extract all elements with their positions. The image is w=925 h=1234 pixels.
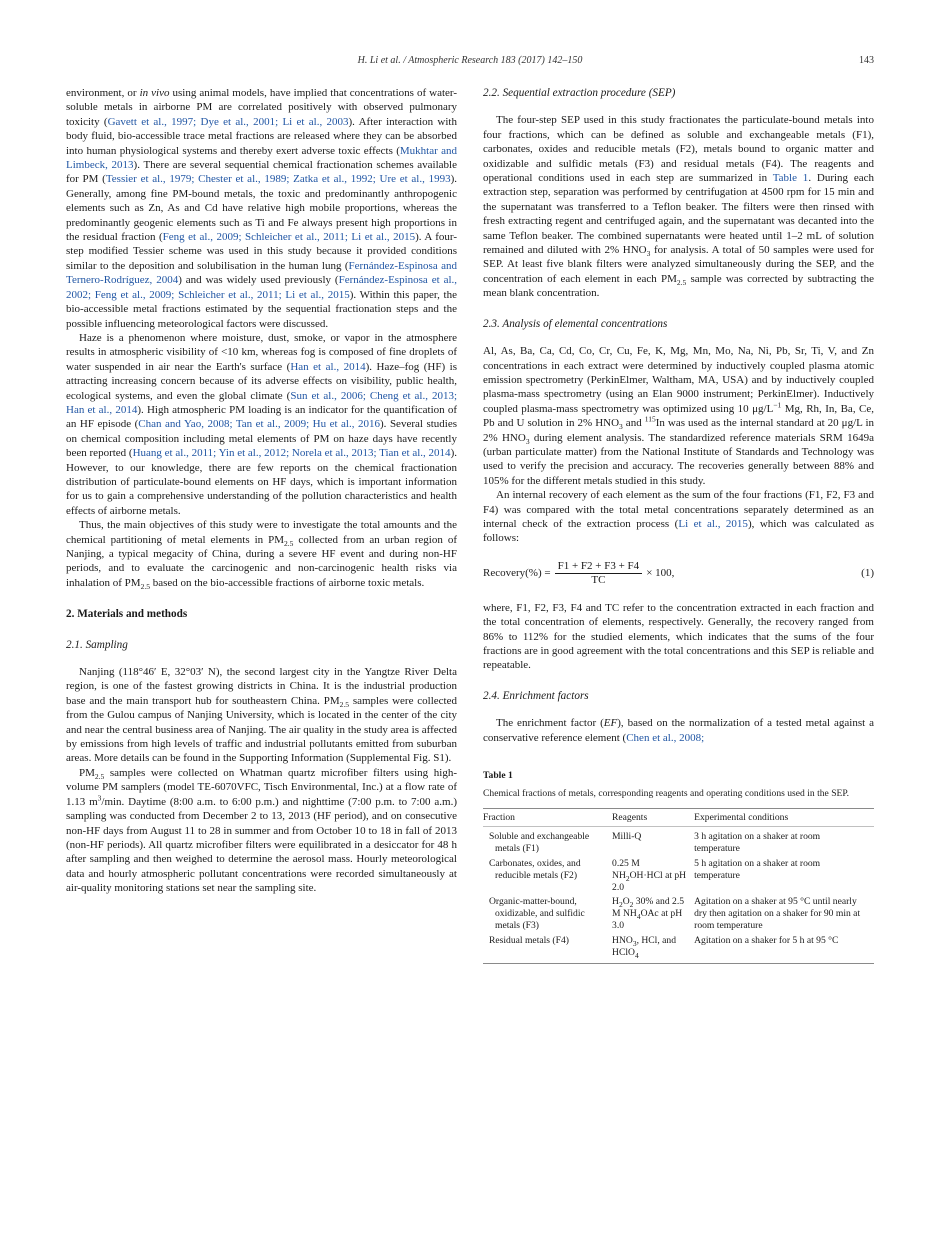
paragraph: An internal recovery of each element as the sum of the four fractions (F1, F2, F3 and F4) was compared with the total metal concentrations separately determined as an internal check of the extraction process (Li et al., 2015), which was calculated as follows:: [483, 489, 874, 545]
equation-lhs: Recovery(%) =: [483, 567, 551, 580]
citation-link[interactable]: Chen et al., 2008;: [626, 731, 705, 744]
subsection-heading: 2.4. Enrichment factors: [483, 689, 589, 702]
table-header-row: [483, 808, 874, 827]
paragraph: Haze is a phenomenon where moisture, dust, smoke, or vapor in the atmosphere results in atmospheric visibility of <10 km, whereas fog is composed of fine droplets of water suspended in air near the Earth's surface (Han et al., 2014). Haze–fog (HF) is attracting increasing concern because of its adverse effects on visibility, public health, ecological systems, and even the global climate (Sun et al., 2006; Cheng et al., 2013; Han et al., 2014). High atmospheric PM loading is an indicator for the quantification of an HF episode (Chan and Yao, 2008; Tan et al., 2009; Hu et al., 2016). Several studies on chemical composition including metal elements of PM on haze days have recently been reported (Huang et al., 2011; Yin et al., 2012; Norela et al., 2013; Tian et al., 2014). However, to our knowledge, there are few reports on the chemical fractionation distribution of particulate-bound elements on HF days, which is important information for us to gain a comprehensive understanding of the pollution characteristics and health effects of airborne metals.: [66, 331, 458, 517]
table-header-cell: Fraction: [483, 808, 612, 827]
table-cell: Agitation on a shaker for 5 h at 95 °C: [694, 934, 839, 946]
left-column: [66, 86, 457, 964]
table-cell: 5 h agitation on a shaker at room temperature: [694, 858, 821, 881]
paragraph: $PM_{2.5}$ samples were collected on Whatman quartz microfiber filters using high-volume PM samplers (model TE-6070VFC, Tisch Environmental, Inc.) at a flow rate of 1.13 $m^3/\min$. Daytime (8:00 a.m. to 6:00 p.m.) and nighttime (7:00 p.m. to 7:00 a.m.) sampling was conducted from December 2 to 13, 2013 (HF period), and on consecutive non-HF days from August 11 to 28 in summer and from October 10 to 18 in fall of 2013 (non-HF periods). All quartz microfiber filters were equilibrated in a desiccator for 48 h after sampling and then weighed to determine the aerosol mass. Hourly meteorological data and hourly atmospheric pollutant concentrations were recorded simultaneously at air-quality monitoring stations set near the sampling site.: [66, 766, 457, 895]
table-row: [483, 827, 874, 857]
citation-link[interactable]: Gavett et al., 1997; Dye et al., 2001; Li et al., 2003: [107, 115, 349, 128]
fraction-numerator: F1 + F2 + F3 + F4: [555, 560, 643, 574]
subsection-heading: 2.2. Sequential extraction procedure (SEP): [483, 87, 676, 99]
subscript: 2.5: [140, 582, 150, 591]
subscript: 2: [618, 900, 623, 910]
table-row: [483, 895, 874, 933]
subscript: 3: [646, 249, 651, 259]
running-header: [66, 55, 874, 71]
table-cell: 3 h agitation on a shaker at room temperature: [694, 831, 821, 855]
paragraph: where, F1, F2, F3, F4 and TC refer to the concentration extracted in each fraction and the total concentration of elements, respectively. Generally, the recovery ranged from 86% to 112% for the studied elements, which indicates that the sums of the four fractions are in good agreement with the total concentrations and this SEP is reliable and repeatable.: [483, 601, 874, 672]
table-cell: Carbonates, oxides, and reducible metals (F2): [489, 858, 581, 881]
table-block: [483, 769, 874, 964]
subscript: 2.5: [284, 538, 294, 548]
fraction-denominator: TC: [591, 573, 606, 586]
fraction: [555, 560, 643, 587]
subsection-heading: 2.3. Analysis of elemental concentrations: [483, 317, 668, 330]
page-number: 143: [859, 55, 874, 66]
table-caption: Chemical fractions of metals, corresponding reagents and operating conditions used in the SEP.: [483, 788, 850, 800]
table-row: [483, 933, 874, 964]
table-label: Table 1: [483, 770, 513, 782]
two-column-body: [66, 86, 874, 964]
citation-link[interactable]: Chan and Yao, 2008; Tan et al., 2009; Hu et al., 2016: [138, 418, 381, 431]
paragraph: Nanjing (118°46′ E, 32°03′ N), the second largest city in the Yangtze River Delta region, is one of the fastest growing districts in China. It is the industrial production base and the main transport hub for southeastern China. $PM_{2.5}$ samples were collected from the Gulou campus of Nanjing University, which is located in the center of the city and near the central business area of Nanjing. The air quality in the study area is affected by emissions from high levels of traffic and industrial pollutants emitted from suburban areas. More details can be found in the Supporting Information (Supplemental Fig. S1).: [66, 666, 458, 765]
table-cell: $HNO_3$, HCl, and HClO$_4$: [612, 934, 677, 960]
table-cell: Residual metals (F4): [489, 934, 569, 946]
citation-link[interactable]: Han et al., 2014: [290, 360, 366, 373]
citation-link[interactable]: Li et al., 2015: [678, 517, 748, 530]
subscript: 2.5: [676, 278, 687, 288]
subscript: 3: [619, 422, 623, 432]
subscript: 2.5: [339, 700, 350, 710]
citation-link[interactable]: Tessier et al., 1979; Chester et al., 1989; Zatka et al., 1992; Ure et al., 1993: [105, 173, 451, 186]
superscript: −1: [773, 400, 782, 410]
subscript: 2: [625, 873, 630, 883]
paragraph: Thus, the main objectives of this study were to investigate the total amounts and the chemical partitioning of metal elements in $PM_{2.5}$ collected from an urban region of Nanjing, a typical megacity of China, during a severe HF event and during non-HF periods, and to evaluate the carcinogenic and non-carcinogenic health risks via inhalation of $PM_{2.5}$ based on the bio-accessible fractions of airborne toxic metals.: [66, 519, 457, 591]
table-cell: Milli-Q: [612, 831, 642, 843]
italic-text: in vivo: [139, 87, 170, 99]
equation-number: (1): [861, 567, 874, 580]
table-cell: Agitation on a shaker at 95 °C until nearly dry then agitation on a shaker for 90 min at room temperature: [694, 896, 861, 932]
table-header-cell: Reagents: [612, 808, 694, 827]
subsection-heading: 2.1. Sampling: [66, 638, 128, 651]
paragraph: The four-step SEP used in this study fractionates the particulate-bound metals into four fractions, which can be defined as soluble and exchangeable metals (F1), carbonates, oxides and reducible metals (F2), metals bound to organic matter and oxidizable and sulfidic metals (F3) and residual metals (F4). The reagents and operational conditions used in each step are summarized in Table 1. During each extraction step, separation was performed by centrifugation at 4500 rpm for 15 min and the supernatant was transferred to a Teflon beaker. The filters were then rinsed with fresh extracting regent and centrifuged again, and the supernatant was decanted into the same Teflon beaker. The combined supernatants were heated until 1–2 mL of solution remained and diluted with 2% $HNO_3$ for analysis. A total of 50 samples were used for SEP. At least five blank filters were analyzed simultaneously during the SEP, and the concentration of each element in each $PM_{2.5}$ sample was corrected by subtracting the mean blank concentration.: [483, 114, 875, 300]
table-cell: Soluble and exchangeable metals (F1): [489, 831, 590, 855]
citation-link[interactable]: Feng et al., 2009; Schleicher et al., 2011; Li et al., 2015: [162, 231, 416, 244]
citation-link[interactable]: Fernández-Espinosa and Ternero-Rodríguez, 2004: [66, 259, 457, 287]
subscript: 3: [632, 938, 637, 948]
equation: [483, 560, 874, 587]
paragraph: Al, As, Ba, Ca, Cd, Co, Cr, Cu, Fe, K, Mg, Mn, Mo, Na, Ni, Pb, Sr, Ti, V, and Zn concentrations in each extract were determined by inductively coupled plasma atomic emission spectrometry (PerkinElmer, Waltham, MA, USA) and by inductively coupled plasma-mass spectrometry (using an Elan 9000 instrument; PerkinElmer). Inductively coupled plasma-mass spectrometry was optimized using 10 $\mu g/L^{-1}$ Mg, Rh, In, Ba, Ce, Pb and U solution in 2% $HNO_3$ and $^{115}$In was used as the internal standard at 20 μg/L in 2% $HNO_3$ during element analysis. The standardized reference materials SRM 1649a (urban particulate matter) from the National Institute of Standards and Technology was used to verify the precision and accuracy. The recoveries generally between 88% and 105% for the different metals studied in this study.: [483, 345, 875, 487]
citation-link[interactable]: Fernández-Espinosa et al., 2002; Feng et al., 2009; Schleicher et al., 2011; Li et al., 2015: [66, 274, 458, 301]
section-heading: 2. Materials and methods: [66, 608, 188, 621]
subscript: 4: [636, 912, 641, 922]
table-row: [483, 857, 874, 895]
table-cell: 0.25 M $NH_2OH\cdot HCl$ at pH 2.0: [612, 858, 687, 893]
data-table: [483, 808, 874, 965]
superscript: 3: [97, 793, 102, 803]
citation-link[interactable]: Table 1: [772, 172, 809, 185]
superscript: 115: [644, 414, 656, 424]
subscript: 2.5: [94, 772, 105, 782]
citation-link[interactable]: Huang et al., 2011; Yin et al., 2012; Norela et al., 2013; Tian et al., 2014: [132, 447, 451, 460]
table-cell: $H_2O_2$ 30% and 2.5 M $NH_4OAc$ at pH 3.0: [612, 896, 685, 932]
paragraph: The enrichment factor (EF), based on the normalization of a tested metal against a conservative reference element (Chen et al., 2008;: [483, 717, 875, 744]
subscript: 4: [634, 950, 639, 960]
equation-tail: × 100,: [646, 567, 675, 580]
paragraph: environment, or in vivo using animal models, have implied that concentrations of water-soluble metals in airborne PM are correlated positively with observed pulmonary toxicity (Gavett et al., 1997; Dye et al., 2001; Li et al., 2003). After interaction with body fluid, bio-accessible trace metal fractions are released where they can be absorbed into human physiological systems and thereby exert adverse toxic effects (Mukhtar and Limbeck, 2013). There are several sequential chemical fractionation schemes available for PM (Tessier et al., 1979; Chester et al., 1989; Zatka et al., 1992; Ure et al., 1993). Generally, among fine PM-bound metals, the toxic and predominantly anthropogenic elements such as Zn, As and Cd have relative high mobile proportions, whereas the predominantly geogenic elements such as Ti and Fe always present high proportions in the residual fraction (Feng et al., 2009; Schleicher et al., 2011; Li et al., 2015). A four-step modified Tessier scheme was used in this study because it provided conditions similar to the deposition and solubilisation in the human lung (Fernández-Espinosa and Ternero-Rodríguez, 2004) and was widely used previously (Fernández-Espinosa et al., 2002; Feng et al., 2009; Schleicher et al., 2011; Li et al., 2015). Within this paper, the bio-accessible metal fractions estimated by the sequential fractionation steps and the possible influencing meteorological factors were discussed.: [66, 87, 458, 330]
italic-text: EF: [603, 717, 618, 730]
right-column: [483, 86, 874, 964]
table-cell: Organic-matter-bound, oxidizable, and sulfidic metals (F3): [489, 896, 585, 932]
table-header-cell: Experimental conditions: [694, 808, 874, 827]
subscript: 2: [629, 900, 634, 910]
citation-link[interactable]: Mukhtar and Limbeck, 2013: [66, 144, 458, 172]
subscript: 3: [525, 436, 530, 446]
citation-link[interactable]: Sun et al., 2006; Cheng et al., 2013; Han et al., 2014: [66, 389, 458, 416]
journal-citation: H. Li et al. / Atmospheric Research 183 (2017) 142–150: [357, 55, 583, 66]
